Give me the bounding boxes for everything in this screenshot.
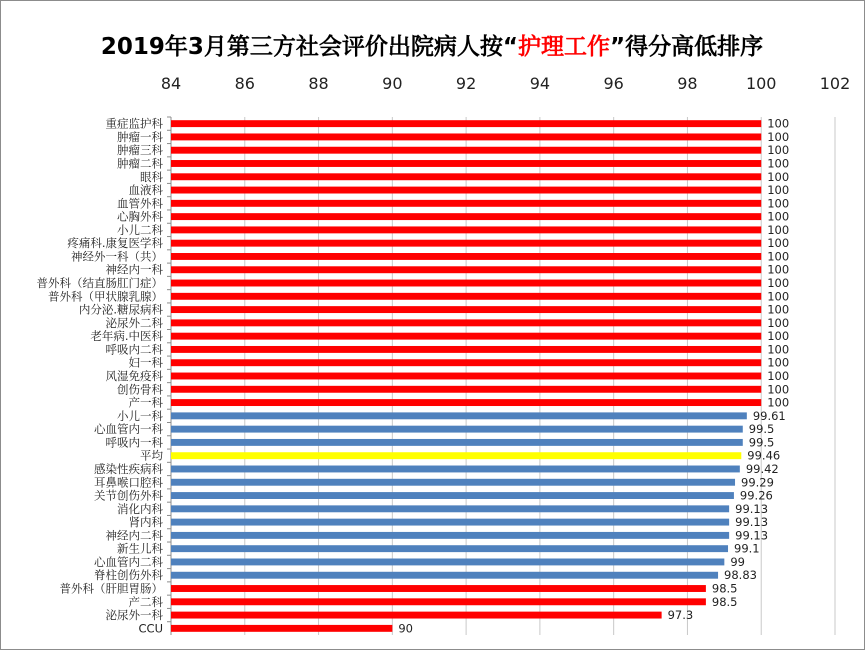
bar-32 <box>171 545 728 552</box>
category-label-24: 呼吸内一科 <box>105 435 163 450</box>
bar-13 <box>171 293 761 300</box>
data-label-27: 99.29 <box>741 475 774 490</box>
x-tick-label-84: 84 <box>160 74 182 93</box>
bar-3 <box>171 160 761 167</box>
category-label-2: 肿瘤三科 <box>117 143 163 158</box>
data-label-21: 100 <box>767 395 790 410</box>
bar-9 <box>171 240 761 247</box>
bar-27 <box>171 479 735 486</box>
bar-36 <box>171 598 706 605</box>
bar-11 <box>171 266 761 273</box>
data-label-30: 99.13 <box>735 515 769 530</box>
data-label-37: 97.3 <box>667 608 694 623</box>
category-label-3: 肿瘤二科 <box>117 156 163 171</box>
category-label-17: 呼吸内二科 <box>105 342 163 357</box>
data-label-11: 100 <box>767 262 790 277</box>
data-label-7: 100 <box>767 209 790 224</box>
bar-17 <box>171 346 761 353</box>
data-label-34: 98.83 <box>724 568 757 583</box>
data-label-3: 100 <box>767 156 790 171</box>
data-label-1: 100 <box>767 129 790 144</box>
data-label-31: 99.13 <box>735 528 769 543</box>
category-label-31: 神经内二科 <box>105 528 163 543</box>
x-tick-label-98: 98 <box>677 74 698 93</box>
bar-6 <box>171 200 761 207</box>
data-label-35: 98.5 <box>711 581 738 596</box>
x-tick-label-100: 100 <box>745 74 777 93</box>
category-label-15: 泌尿外二科 <box>105 315 163 330</box>
category-label-19: 风湿免疫科 <box>105 369 163 383</box>
category-label-20: 创伤骨科 <box>117 382 163 397</box>
data-label-0: 100 <box>767 116 790 131</box>
category-label-29: 消化内科 <box>117 501 163 516</box>
bar-4 <box>171 173 761 180</box>
bar-19 <box>171 373 761 380</box>
category-label-18: 妇一科 <box>128 355 163 370</box>
data-label-14: 100 <box>767 302 790 317</box>
bar-20 <box>171 386 761 393</box>
data-label-9: 100 <box>767 236 790 251</box>
category-label-16: 老年病.中医科 <box>90 329 163 344</box>
data-label-10: 100 <box>767 249 790 264</box>
bar-16 <box>171 333 761 340</box>
data-label-16: 100 <box>767 329 790 344</box>
category-label-35: 普外科（肝胆胃肠） <box>59 581 163 596</box>
bar-18 <box>171 359 761 366</box>
chart-title-part-2: ”得分高低排序 <box>610 34 764 60</box>
x-tick-label-102: 102 <box>819 74 851 93</box>
category-label-12: 普外科（结直肠肛门症） <box>36 276 163 291</box>
bar-33 <box>171 558 724 565</box>
bar-31 <box>171 532 729 539</box>
category-label-22: 小儿一科 <box>117 408 163 423</box>
data-label-36: 98.5 <box>711 594 738 609</box>
category-label-25: 平均 <box>140 448 163 463</box>
category-label-27: 耳鼻喉口腔科 <box>94 475 163 490</box>
bar-26 <box>171 466 740 473</box>
x-tick-label-90: 90 <box>382 74 403 93</box>
bar-28 <box>171 492 734 499</box>
bar-1 <box>171 133 761 140</box>
category-label-6: 血管外科 <box>117 196 163 211</box>
category-label-11: 神经内一科 <box>105 262 163 277</box>
data-label-17: 100 <box>767 342 790 357</box>
bar-22 <box>171 412 747 419</box>
bar-7 <box>171 213 761 220</box>
data-label-6: 100 <box>767 196 790 211</box>
category-label-32: 新生儿科 <box>117 541 163 556</box>
data-label-4: 100 <box>767 169 790 184</box>
data-label-13: 100 <box>767 289 790 304</box>
bar-25 <box>171 452 741 459</box>
bar-23 <box>171 426 743 433</box>
bar-29 <box>171 505 729 512</box>
chart-title-part-0: 2019年3月第三方社会评价出院病人按“ <box>100 34 519 60</box>
bar-0 <box>171 120 761 127</box>
data-label-23: 99.5 <box>748 422 775 437</box>
category-label-1: 肿瘤一科 <box>117 129 163 144</box>
category-label-5: 血液科 <box>128 183 163 198</box>
data-label-18: 100 <box>767 355 790 370</box>
bar-15 <box>171 319 761 326</box>
x-tick-label-94: 94 <box>529 74 551 93</box>
data-label-24: 99.5 <box>748 435 775 450</box>
category-label-23: 心血管内一科 <box>94 422 163 437</box>
data-label-28: 99.26 <box>739 488 773 503</box>
data-label-38: 90 <box>398 621 413 636</box>
chart-title <box>101 33 763 60</box>
bar-35 <box>171 585 706 592</box>
bar-37 <box>171 612 662 619</box>
category-label-0: 重症监护科 <box>105 116 163 131</box>
category-label-8: 小儿二科 <box>117 222 163 237</box>
chart-title-part-1: 护理工作 <box>518 34 611 60</box>
bar-30 <box>171 519 729 526</box>
data-label-19: 100 <box>767 369 790 383</box>
data-label-29: 99.13 <box>735 501 769 516</box>
category-label-4: 眼科 <box>140 169 163 184</box>
bar-14 <box>171 306 761 313</box>
category-label-28: 关节创伤外科 <box>94 488 163 503</box>
bar-5 <box>171 187 761 194</box>
x-tick-label-96: 96 <box>603 74 624 93</box>
bar-38 <box>171 625 392 632</box>
category-label-33: 心血管内二科 <box>94 554 163 569</box>
bar-12 <box>171 280 761 287</box>
bar-24 <box>171 439 743 446</box>
data-label-2: 100 <box>767 143 790 158</box>
data-label-26: 99.42 <box>745 461 779 476</box>
category-label-37: 泌尿外一科 <box>105 608 163 623</box>
bar-34 <box>171 572 718 579</box>
x-tick-label-86: 86 <box>234 74 255 93</box>
bar-10 <box>171 253 761 260</box>
category-label-34: 脊柱创伤外科 <box>94 568 163 583</box>
data-label-25: 99.46 <box>747 448 781 463</box>
bar-8 <box>171 226 761 233</box>
x-tick-label-88: 88 <box>308 74 329 93</box>
data-label-32: 99.1 <box>734 541 760 556</box>
category-label-36: 产二科 <box>128 594 163 609</box>
data-label-15: 100 <box>767 315 790 330</box>
bar-2 <box>171 147 761 154</box>
bar-21 <box>171 399 761 406</box>
x-tick-label-92: 92 <box>455 74 477 93</box>
data-label-33: 99 <box>730 554 745 569</box>
category-label-13: 普外科（甲状腺乳腺） <box>48 289 163 304</box>
category-label-9: 疼痛科.康复医学科 <box>67 236 163 251</box>
category-label-21: 产一科 <box>128 395 163 410</box>
data-label-5: 100 <box>767 183 790 198</box>
data-label-22: 99.61 <box>752 408 786 423</box>
category-label-38: CCU <box>138 621 163 636</box>
data-label-20: 100 <box>767 382 790 397</box>
category-label-10: 神经外一科（共） <box>71 249 163 264</box>
category-label-30: 肾内科 <box>128 515 163 530</box>
data-label-12: 100 <box>767 276 790 291</box>
bar-chart <box>1 1 864 649</box>
category-label-26: 感染性疾病科 <box>94 461 163 476</box>
category-label-14: 内分泌.糖尿病科 <box>78 302 163 317</box>
category-label-7: 心胸外科 <box>117 209 163 224</box>
data-label-8: 100 <box>767 222 790 237</box>
